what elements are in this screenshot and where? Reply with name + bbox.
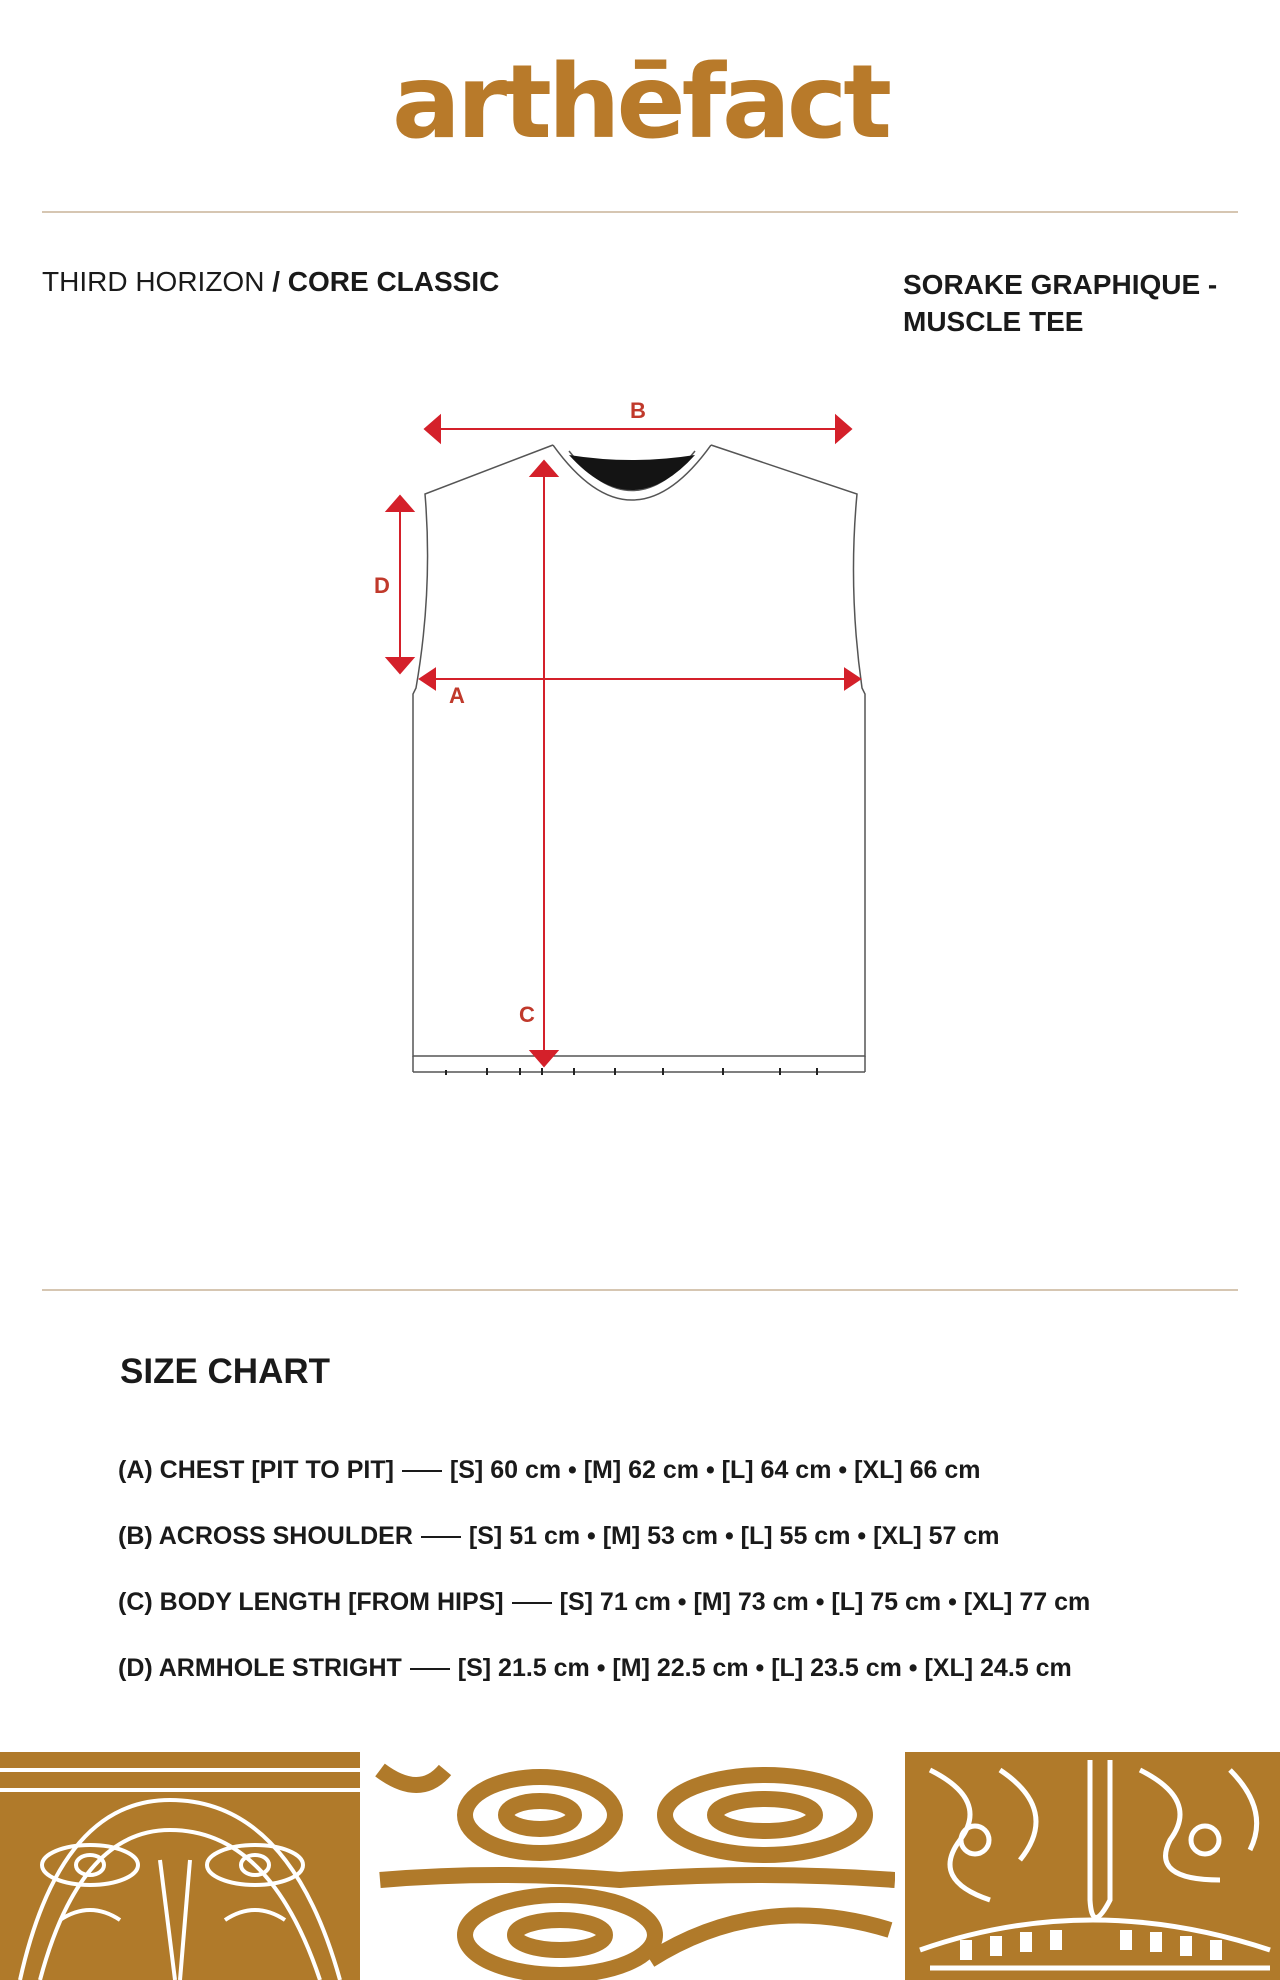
product-title-line1: SORAKE GRAPHIQUE - [903, 269, 1218, 300]
muscle-tee-outline [413, 445, 865, 1072]
decorative-pattern-footer [0, 1752, 1280, 1980]
label-c: C [519, 1002, 535, 1027]
size-row-armhole [118, 1650, 1090, 1716]
size-row-label: (A) CHEST [PIT TO PIT] [118, 1456, 394, 1484]
label-d: D [374, 573, 390, 598]
size-row-label: (D) ARMHOLE STRIGHT [118, 1654, 402, 1682]
product-title-line2: MUSCLE TEE [903, 306, 1084, 337]
size-row-values: [S] 71 cm • [M] 73 cm • [L] 75 cm • [XL] 77 cm [559, 1588, 1091, 1616]
label-b: B [630, 398, 646, 423]
pattern-panel-faces [0, 1752, 360, 1980]
neck-lining [569, 455, 695, 490]
brand-logo: arthēfact [391, 43, 889, 162]
size-chart-list [118, 1452, 1090, 1716]
leader-dash [402, 1470, 442, 1472]
size-row-values: [S] 21.5 cm • [M] 22.5 cm • [L] 23.5 cm • [XL] 24.5 cm [457, 1654, 1072, 1682]
size-row-label: (B) ACROSS SHOULDER [118, 1522, 413, 1550]
measure-d-arrow [387, 496, 413, 673]
size-row-length [118, 1584, 1090, 1650]
pattern-panel-spirals [370, 1752, 895, 1980]
size-chart-title: SIZE CHART [120, 1352, 330, 1391]
garment-diagram [0, 390, 1280, 1090]
product-title [903, 266, 1217, 340]
size-row-values: [S] 60 cm • [M] 62 cm • [L] 64 cm • [XL] 66 cm [449, 1456, 981, 1484]
size-row-chest [118, 1452, 1090, 1518]
leader-dash [421, 1536, 461, 1538]
size-row-values: [S] 51 cm • [M] 53 cm • [L] 55 cm • [XL] 57 cm [468, 1522, 1000, 1550]
divider-top [42, 211, 1238, 213]
breadcrumb-collection: THIRD HORIZON [42, 266, 265, 297]
label-a: A [449, 683, 465, 708]
measure-c-arrow [531, 461, 557, 1066]
breadcrumb-separator: / [264, 266, 288, 297]
size-row-label: (C) BODY LENGTH [FROM HIPS] [118, 1588, 504, 1616]
leader-dash [410, 1668, 450, 1670]
leader-dash [512, 1602, 552, 1604]
breadcrumb [42, 266, 499, 298]
measure-a-arrow [420, 669, 860, 689]
divider-bottom [42, 1289, 1238, 1291]
pattern-panel-mask [905, 1752, 1280, 1980]
breadcrumb-line: CORE CLASSIC [287, 266, 500, 297]
size-row-shoulder [118, 1518, 1090, 1584]
